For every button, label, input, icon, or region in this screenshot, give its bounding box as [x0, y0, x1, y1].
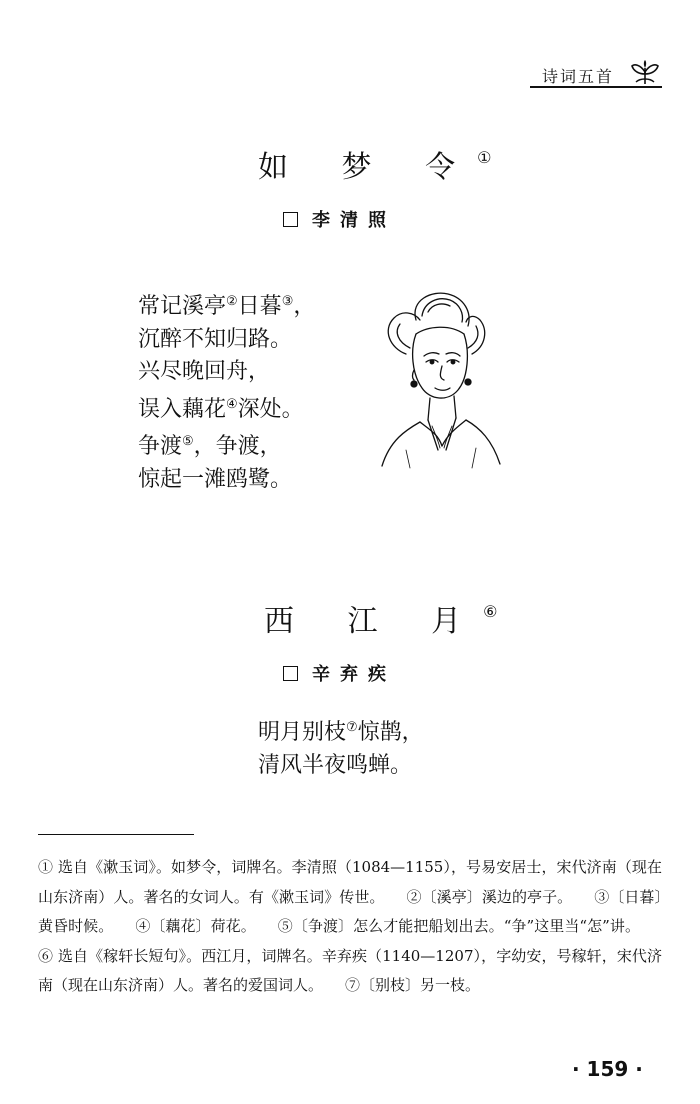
poem2-line — [258, 750, 424, 783]
footnote-item: ⑦〔别枝〕另一枝。 — [345, 976, 481, 994]
footnote-rule — [38, 834, 194, 835]
line-text: 误入藕花 — [138, 396, 227, 422]
footnote-item: ④〔藕花〕荷花。 — [135, 917, 256, 935]
footnote-marker[interactable]: ② — [226, 294, 238, 309]
footnote-item: ① 选自《漱玉词》。如梦令，词牌名。李清照（1084—1155），号易安居士，宋代济南（现在山东济南）人。著名的女词人。有《漱玉词》传世。 — [38, 858, 662, 906]
line-text: 惊起一滩鸥鹭。 — [138, 466, 293, 492]
author-box-icon — [283, 212, 298, 227]
line-text: 深处。 — [237, 396, 304, 422]
footnotes — [38, 853, 662, 1001]
line-text: 惊鹊， — [357, 720, 424, 745]
header-rule — [530, 86, 662, 88]
section-title: 诗词五首 — [542, 67, 615, 86]
poem2-author-name: 辛弃疾 — [312, 664, 396, 685]
poem2-lines — [258, 712, 424, 782]
poem1-line — [138, 464, 315, 497]
footnote-item: ⑤〔争渡〕怎么才能把船划出去。“争”这里当“怎”讲。 — [277, 917, 640, 935]
sprout-icon — [630, 60, 660, 86]
poem1-title-text: 如 梦 令 — [258, 150, 478, 185]
poem1-line — [138, 389, 315, 427]
poem1-author — [283, 206, 396, 232]
line-text: 沉醉不知归路。 — [138, 326, 293, 352]
poem2-title — [264, 596, 497, 640]
line-text: 常记溪亭 — [138, 294, 227, 319]
footnote-item: ②〔溪亭〕溪边的亭子。 — [406, 887, 573, 906]
footnote-marker[interactable]: ④ — [226, 396, 238, 412]
line-text: 明月别枝 — [258, 720, 347, 745]
poem2-author — [283, 660, 396, 686]
poem2-title-note: ⑥ — [483, 602, 498, 621]
line-text: 清风半夜鸣蝉。 — [258, 752, 413, 778]
footnote-marker[interactable]: ⑦ — [346, 720, 358, 735]
poem2-line — [258, 712, 424, 750]
poem1-line — [138, 286, 315, 324]
page-number: · 159 · — [572, 1057, 643, 1081]
poem1-title-note: ① — [477, 148, 492, 167]
poem1-lines — [138, 286, 315, 496]
poem1-title — [258, 142, 491, 186]
poem2-title-text: 西 江 月 — [264, 604, 484, 639]
poem1-line — [138, 324, 315, 357]
running-header — [530, 58, 662, 90]
footnote-item: ③〔日暮〕黄昏时候。 — [38, 887, 662, 935]
footnote-item: ⑥ 选自《稼轩长短句》。西江月，词牌名。辛弃疾（1140—1207），字幼安，号稼轩，宋代济南（现在山东济南）人。著名的爱国词人。 — [38, 946, 662, 994]
line-text: ，争渡， — [193, 434, 282, 459]
poem1-line — [138, 426, 315, 464]
line-text: ， — [293, 294, 316, 319]
author-box-icon — [283, 666, 298, 681]
line-text: 争渡 — [138, 434, 183, 459]
portrait-illustration — [376, 290, 504, 472]
line-text: 兴尽晚回舟， — [138, 359, 271, 384]
poem1-line — [138, 356, 315, 389]
footnote-marker[interactable]: ③ — [281, 294, 294, 309]
footnote-marker[interactable]: ⑤ — [182, 434, 194, 449]
line-text: 日暮 — [237, 294, 282, 319]
poem1-author-name: 李清照 — [312, 210, 396, 231]
